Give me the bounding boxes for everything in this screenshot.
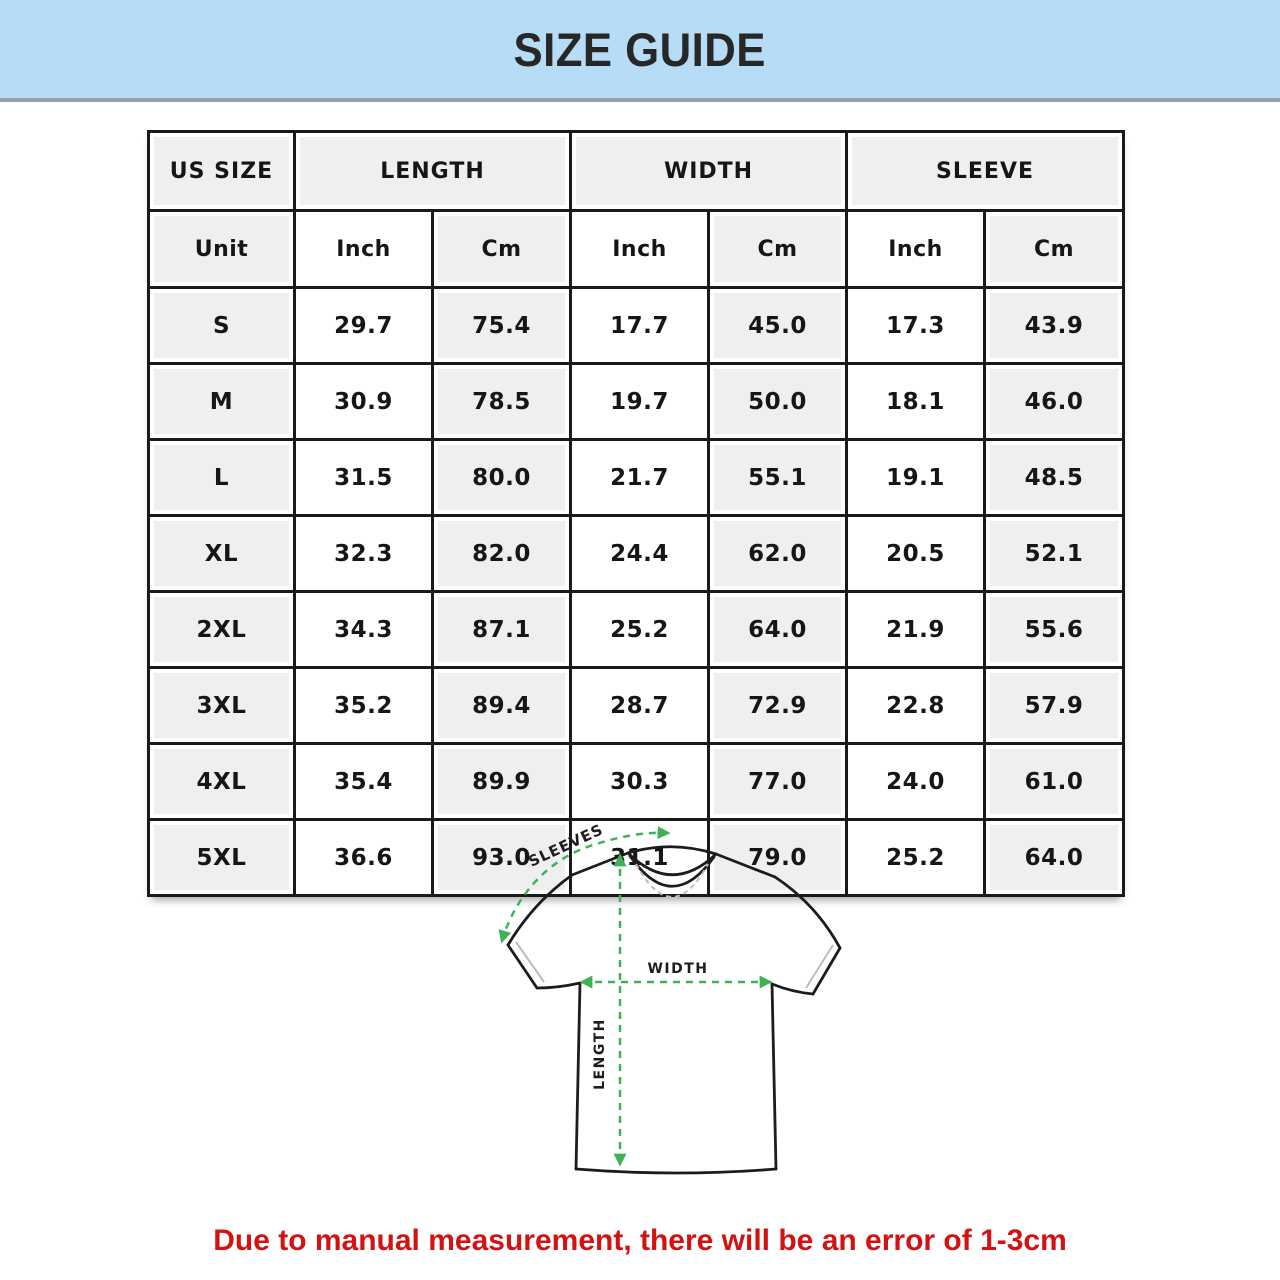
value-cell: 31.1 <box>610 844 669 871</box>
header-banner <box>0 0 1280 102</box>
value-cell: 57.9 <box>990 673 1118 738</box>
size-label: XL <box>154 521 289 586</box>
sleeves-label: SLEEVES <box>525 820 607 871</box>
table-row-m <box>149 364 1124 440</box>
size-label: M <box>154 369 289 434</box>
table-row-s <box>149 288 1124 364</box>
value-cell: 19.7 <box>610 388 669 415</box>
page-title: SIZE GUIDE <box>513 22 767 76</box>
width-arrow <box>582 961 770 982</box>
unit-cm-label: Cm <box>714 216 841 282</box>
column-header-sleeve: SLEEVE <box>852 137 1118 205</box>
sleeves-arrow <box>502 820 668 941</box>
value-cell: 30.9 <box>334 388 393 415</box>
value-cell: 36.6 <box>334 844 393 871</box>
size-label: S <box>154 293 289 358</box>
value-cell: 93.0 <box>438 825 565 890</box>
unit-cm-label: Cm <box>990 216 1118 282</box>
unit-inch-label: Inch <box>336 236 391 262</box>
unit-cm-label: Cm <box>438 216 565 282</box>
value-cell: 62.0 <box>714 521 841 586</box>
value-cell: 61.0 <box>990 749 1118 814</box>
size-label: 2XL <box>154 597 289 662</box>
size-label: L <box>154 445 289 510</box>
value-cell: 79.0 <box>714 825 841 890</box>
size-label: 3XL <box>154 673 289 738</box>
value-cell: 24.0 <box>886 768 945 795</box>
value-cell: 28.7 <box>610 692 669 719</box>
value-cell: 19.1 <box>886 464 945 491</box>
column-header-length: LENGTH <box>300 137 565 205</box>
table-unit-row <box>149 211 1124 288</box>
value-cell: 21.7 <box>610 464 669 491</box>
table-row-xl <box>149 516 1124 592</box>
length-arrow <box>592 856 620 1164</box>
table-row-l <box>149 440 1124 516</box>
value-cell: 78.5 <box>438 369 565 434</box>
table-row-3xl <box>149 668 1124 744</box>
unit-inch-label: Inch <box>612 236 667 262</box>
tshirt-outline <box>508 847 840 1173</box>
width-label: WIDTH <box>647 961 709 977</box>
value-cell: 89.4 <box>438 673 565 738</box>
size-chart-table <box>147 130 1125 897</box>
value-cell: 48.5 <box>990 445 1118 510</box>
value-cell: 32.3 <box>334 540 393 567</box>
value-cell: 64.0 <box>990 825 1118 890</box>
size-label: 4XL <box>154 749 289 814</box>
value-cell: 29.7 <box>334 312 393 339</box>
value-cell: 25.2 <box>886 844 945 871</box>
value-cell: 17.3 <box>886 312 945 339</box>
value-cell: 72.9 <box>714 673 841 738</box>
value-cell: 75.4 <box>438 293 565 358</box>
value-cell: 31.5 <box>334 464 393 491</box>
value-cell: 34.3 <box>334 616 393 643</box>
size-label: 5XL <box>154 825 289 890</box>
value-cell: 43.9 <box>990 293 1118 358</box>
value-cell: 55.6 <box>990 597 1118 662</box>
value-cell: 18.1 <box>886 388 945 415</box>
value-cell: 25.2 <box>610 616 669 643</box>
value-cell: 55.1 <box>714 445 841 510</box>
value-cell: 35.2 <box>334 692 393 719</box>
column-header-width: WIDTH <box>576 137 841 205</box>
unit-label: Unit <box>154 216 289 282</box>
value-cell: 30.3 <box>610 768 669 795</box>
value-cell: 89.9 <box>438 749 565 814</box>
value-cell: 77.0 <box>714 749 841 814</box>
tshirt-measurement-diagram <box>440 798 860 1222</box>
column-header-us-size: US SIZE <box>154 137 289 205</box>
value-cell: 17.7 <box>610 312 669 339</box>
table-group-header-row <box>149 132 1124 211</box>
value-cell: 50.0 <box>714 369 841 434</box>
value-cell: 20.5 <box>886 540 945 567</box>
table-row-2xl <box>149 592 1124 668</box>
value-cell: 87.1 <box>438 597 565 662</box>
value-cell: 22.8 <box>886 692 945 719</box>
value-cell: 21.9 <box>886 616 945 643</box>
measurement-error-note: Due to manual measurement, there will be an error of 1-3cm <box>213 1224 1067 1257</box>
value-cell: 35.4 <box>334 768 393 795</box>
value-cell: 82.0 <box>438 521 565 586</box>
value-cell: 46.0 <box>990 369 1118 434</box>
unit-inch-label: Inch <box>888 236 943 262</box>
value-cell: 52.1 <box>990 521 1118 586</box>
value-cell: 64.0 <box>714 597 841 662</box>
value-cell: 24.4 <box>610 540 669 567</box>
value-cell: 45.0 <box>714 293 841 358</box>
length-label: LENGTH <box>592 1018 608 1090</box>
value-cell: 80.0 <box>438 445 565 510</box>
